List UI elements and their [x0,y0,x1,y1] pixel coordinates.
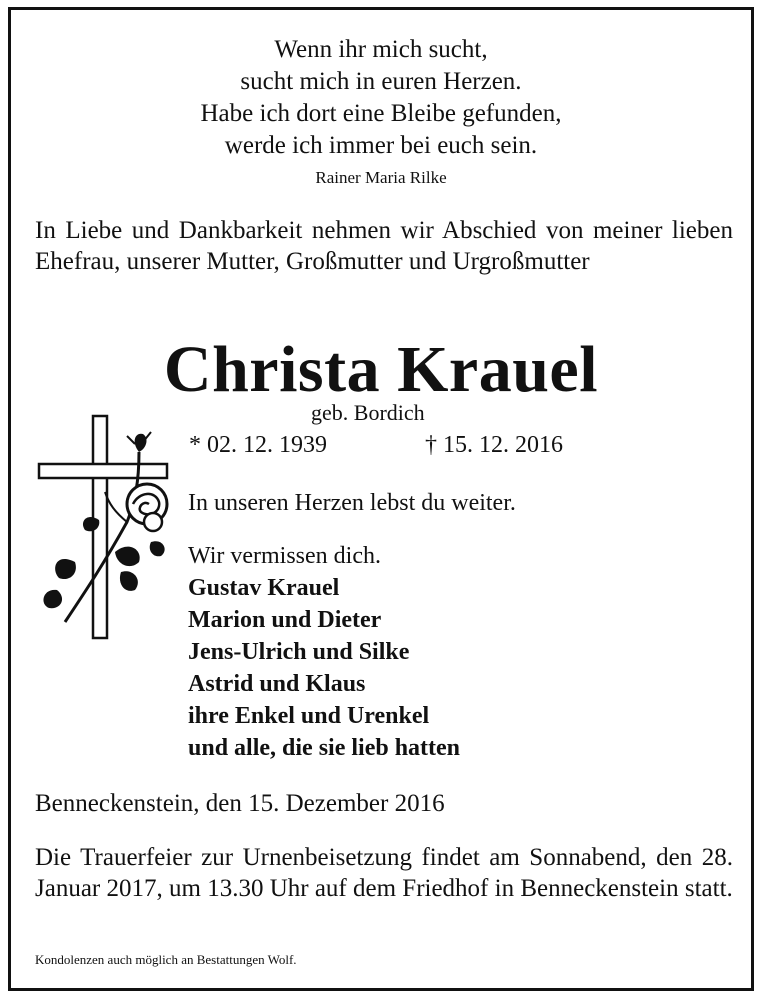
poem-author: Rainer Maria Rilke [315,168,447,187]
mourner: Marion und Dieter [188,607,382,633]
mourner: ihre Enkel und Urenkel [188,703,430,729]
ceremony-text: Die Trauerfeier zur Urnenbeisetzung findet am Sonnabend, den 28. Januar 2017, um 13.30 Uhr auf dem Friedhof in Benneckenstein statt. [35,844,733,902]
mourners-list [188,572,460,764]
death-date: † 15. 12. 2016 [425,432,563,458]
deceased-name: Christa Krauel [163,333,599,406]
poem-line: sucht mich in euren Herzen. [240,68,522,95]
intro-text: In Liebe und Dankbarkeit nehmen wir Abschied von meiner lieben Ehefrau, unserer Mutter, Großmutter und Urgroßmutter [35,217,733,275]
miss-line: Wir vermissen dich. [188,543,381,569]
mourner: und alle, die sie lieb hatten [188,735,461,761]
mourner: Astrid und Klaus [188,671,366,697]
mourner: Jens-Ulrich und Silke [188,639,410,665]
place-date: Benneckenstein, den 15. Dezember 2016 [35,790,445,817]
cross-with-rose-icon [35,412,175,642]
birth-name: geb. Bordich [311,400,425,425]
condolences-note: Kondolenzen auch möglich an Bestattungen Wolf. [35,952,297,967]
birth-date: * 02. 12. 1939 [189,432,327,458]
poem-line: Wenn ihr mich sucht, [274,36,488,63]
mourner: Gustav Krauel [188,575,340,601]
obituary-frame [8,7,754,991]
poem-line: Habe ich dort eine Bleibe gefunden, [200,100,562,127]
poem-line: werde ich immer bei euch sein. [224,132,538,159]
poem [11,34,751,162]
motto: In unseren Herzen lebst du weiter. [188,490,516,516]
